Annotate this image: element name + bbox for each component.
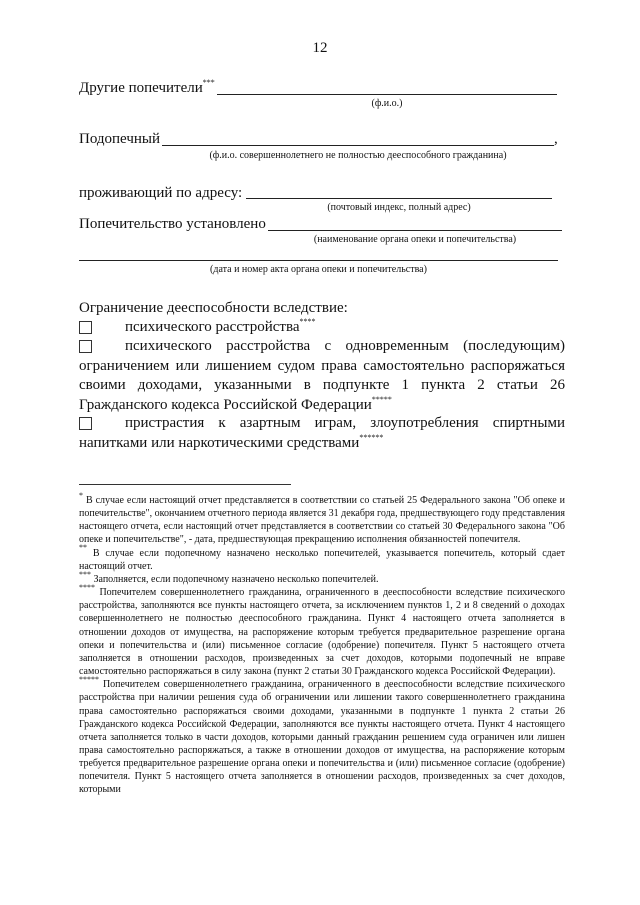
footnote-1: * В случае если настоящий отчет представляется в соответствии со статьей 25 Федерального закона "Об опеке и попечительстве", окончанием отчетного периода является 31 декабря года, предшествующего году представления настоящего отчета, если настоящий отчет представляется в соответствии со статьей 30 Федерального закона "Об опеке и попечительстве", - дата, предшествующая прекращению исполнения обязанностей попечителя.: [79, 490, 566, 546]
guardianship-label: Попечительство установлено: [79, 216, 266, 232]
limitation-heading: Ограничение дееспособности вследствие:: [79, 300, 348, 316]
ward-caption: (ф.и.о. совершеннолетнего не полностью дееспособного гражданина): [209, 150, 507, 161]
ward-trailing-comma: ,: [554, 131, 558, 147]
addiction-option: пристрастия к азартным играм, злоупотребления спиртными напитками или наркотическими средствами******: [79, 415, 565, 451]
footnote-4: **** Попечителем совершеннолетнего гражданина, ограниченного в дееспособности вследствие психического расстройства, заполняются все пункты настоящего отчета, за исключением пунктов 1, 2 и 8 сведений о доходах совершеннолетнего не полностью дееспособного гражданина. Пункт 4 настоящего отчета заполняется в отношении доходов от имущества, на распоряжение которым требуется предварительное разрешение органа опеки и попечительства и (или) письменное согласие (одобрение) попечителя. Пункт 5 настоящего отчета заполняется в отношении расходов, произведенных за счет доходов, которыми подопечный не вправе самостоятельно распоряжаться в силу закона (пункт 2 статьи 30 Гражданского кодекса Российской Федерации).: [79, 582, 566, 678]
act-date-number-caption: (дата и номер акта органа опеки и попечительства): [210, 264, 427, 275]
footnote-2: ** В случае если подопечному назначено несколько попечителей, указывается попечитель, который сдает настоящий отчет.: [79, 543, 566, 572]
other-guardians-label: Другие попечители***: [79, 78, 215, 96]
guardianship-authority-field[interactable]: [268, 230, 562, 231]
mental-disorder-income-option: психического расстройства с одновременным (последующим) ограничением или лишением судом права самостоятельно распоряжаться своими доходами, указанными в подпункте 1 пункта 2 статьи 26 Гражданского кодекса Российской Федерации*****: [79, 338, 565, 413]
page-number: 12: [312, 40, 328, 56]
address-caption: (почтовый индекс, полный адрес): [327, 202, 471, 213]
ward-field[interactable]: [162, 145, 554, 146]
footnote-ref-3: ***: [202, 78, 215, 87]
other-guardians-field[interactable]: [217, 94, 557, 95]
other-guardians-caption: (ф.и.о.): [371, 98, 403, 109]
guardianship-caption: (наименование органа опеки и попечительства): [313, 234, 517, 245]
footnotes: [79, 490, 566, 797]
footnote-5: ***** Попечителем совершеннолетнего гражданина, ограниченного в дееспособности вследствие психического расстройства при наличии решения суда об ограничении или лишении такого совершеннолетнего гражданина права самостоятельно распоряжаться своими доходами, указанными в подпункте 1 пункта 2 статьи 26 Гражданского кодекса Российской Федерации, заполняются все пункты настоящего отчета. Пункт 4 настоящего отчета заполняется только в части доходов, которыми данный гражданин решением суда ограничен или лишен права самостоятельно распоряжаться, а также в отношении доходов от имущества, на распоряжение которым требуется предварительное разрешение органа опеки и попечительства и (или) письменное согласие (одобрение) попечителя. Пункт 5 настоящего отчета заполняется в отношении расходов, произведенных за счет доходов, которыми: [79, 674, 566, 796]
mental-disorder-option: психического расстройства****: [125, 317, 316, 335]
footnote-3: *** Заполняется, если подопечному назначено несколько попечителей.: [79, 569, 379, 585]
footnote-separator: [79, 484, 291, 485]
address-field[interactable]: [246, 198, 552, 199]
act-date-number-field[interactable]: [79, 260, 558, 261]
ward-label: Подопечный: [79, 131, 161, 147]
address-label: проживающий по адресу:: [79, 185, 243, 201]
